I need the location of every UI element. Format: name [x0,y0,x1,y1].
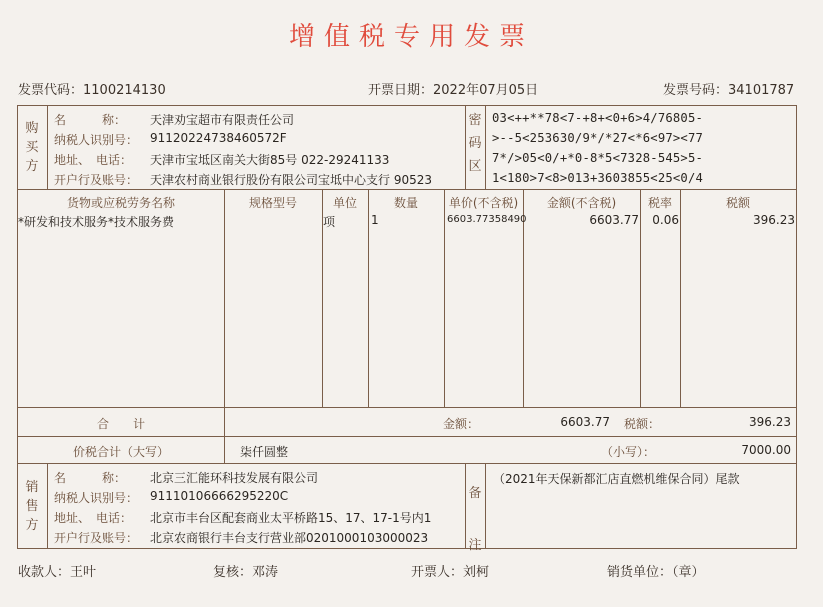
invoice-code-value: 1100214130 [83,83,166,98]
item-name: *研发和技术服务*技术服务费 [18,215,175,229]
invoice-title: 增值税专用发票 [288,22,534,52]
seller-taxid: 91110106666295220C [150,489,289,503]
drawer: 刘柯 [463,565,490,580]
reviewer-label: 复核： [213,565,253,580]
buyer-address-label: 地址、 电话： [54,153,133,167]
seller-name-label: 名 称： [54,471,127,485]
buyer-name: 天津劝宝超市有限责任公司 [150,113,295,127]
item-rate: 0.06 [652,213,679,227]
invoice-number-value: 34101787 [728,83,795,98]
col-spec: 规格型号 [248,196,297,210]
total-tax-label: 税额： [624,417,661,431]
cipher-line: 7*/>05<0/+*0-8*5<7328-545>5- [492,151,704,165]
remark-side-label: 备 注 [468,486,482,553]
total-amount: 6603.77 [560,415,610,429]
buyer-taxid: 91120224738460572F [150,131,287,145]
col-tax: 税额 [725,196,750,210]
total-tax: 396.23 [749,415,791,429]
cipher-line: 1<180>7<8>013+3603855<25<0/4 [492,171,704,185]
buyer-bank-label: 开户行及账号： [54,173,139,187]
seller-bank: 北京农商银行丰台支行营业部0201000103000023 [150,531,429,545]
seal-placeholder: （章） [672,565,705,580]
col-qty: 数量 [393,196,418,210]
item-unit: 项 [323,215,336,229]
seller-side-label: 销 售 方 [25,480,39,533]
remark-text: （2021年天保新都汇店直燃机维保合同）尾款 [493,472,740,486]
seller-name: 北京三汇能环科技发展有限公司 [150,471,319,485]
col-amount: 金额(不含税) [546,196,617,210]
seller-taxid-label: 纳税人识别号： [54,491,139,505]
invoice-date [368,79,538,98]
payee: 王叶 [70,565,97,580]
buyer-taxid-label: 纳税人识别号： [54,133,139,147]
buyer-bank: 天津农村商业银行股份有限公司宝坻中心支行 90523 [150,173,432,187]
grand-total-lower: 7000.00 [741,443,791,457]
footer-payee [18,561,96,580]
payee-label: 收款人： [18,565,71,580]
item-qty: 1 [371,213,379,227]
cipher-line: >--5<253630/9*/*27<*6<97><77 [492,131,704,145]
total-label: 合 计 [96,417,145,431]
footer-reviewer [213,561,278,580]
seller-address: 北京市丰台区配套商业太平桥路15、17、17-1号内1 [150,511,432,525]
col-rate: 税率 [647,196,672,210]
item-tax: 396.23 [753,213,795,227]
cipher-line: 03<++**78<7-+8+<0+6>4/76805- [492,111,704,125]
invoice-date-label: 开票日期： [368,83,434,98]
invoice-code [18,79,166,98]
buyer-name-label: 名 称： [54,113,127,127]
col-item: 货物或应税劳务名称 [66,196,175,210]
buyer-side-label: 购 买 方 [25,121,39,174]
drawer-label: 开票人： [411,565,464,580]
item-price: 6603.77358490 [447,214,527,225]
grand-total-upper: 柒仟圆整 [240,445,289,459]
invoice-number [663,79,794,98]
grand-total-label: 价税合计（大写） [72,445,169,459]
invoice-number-label: 发票号码： [663,83,729,98]
total-amount-label: 金额： [443,417,480,431]
col-unit: 单位 [332,196,357,210]
reviewer: 邓涛 [252,565,279,580]
seller-unit-label: 销货单位： [607,565,673,580]
invoice-date-value: 2022年07月05日 [433,83,539,98]
col-price: 单价(不含税) [448,196,519,210]
footer-drawer [411,561,489,580]
footer-seller-seal [607,561,705,580]
grand-total-lower-label: （小写）： [601,445,656,459]
seller-address-label: 地址、 电话： [54,511,133,525]
invoice-code-label: 发票代码： [18,83,84,98]
seller-bank-label: 开户行及账号： [54,531,139,545]
cipher-side-label: 密 码 区 [468,113,482,174]
item-amount: 6603.77 [589,213,639,227]
buyer-address: 天津市宝坻区南关大街85号 022-29241133 [150,153,390,167]
